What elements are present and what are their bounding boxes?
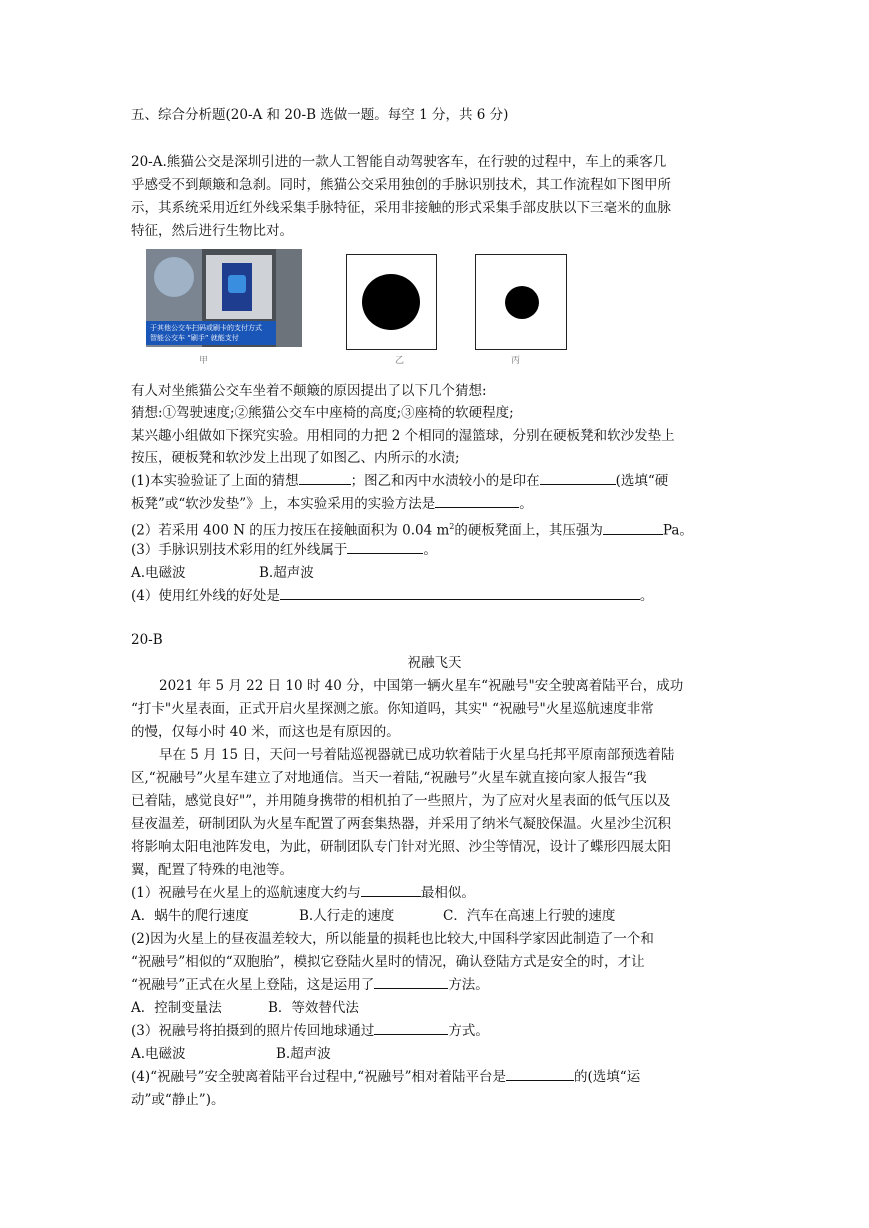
q20b-p2-line-4: 昼夜温差，研制团队为火星车配置了两套集热器，并采用了纳米气凝胶保温。火星沙尘沉积 <box>131 816 671 832</box>
q20b-q1-option-b: B.人行走的速度 <box>299 908 395 924</box>
q20b-p1-line-1: 2021 年 5 月 22 日 10 时 40 分，中国第一辆火星车“祝融号"安全驶离着陆平台，成功 <box>159 678 684 694</box>
q20a-intro-line-4: 特征，然后进行生物比对。 <box>131 223 293 239</box>
q20b-label: 20-B <box>131 632 163 648</box>
q20b-p2-line-6: 翼，配置了特殊的电池等。 <box>131 862 293 878</box>
q20b-q3: (3）祝融号将拍摄到的照片传回地球通过 方式。 <box>131 1020 489 1042</box>
q20b-p2-line-1: 早在 5 月 15 日，天问一号着陆巡视器就已成功软着陆于火星乌托邦平原南部预选着陆 <box>159 747 675 763</box>
q20b-p2-line-2: 区,“祝融号”火星车建立了对地通信。当天一着陆,“祝融号”火星车就直接向家人报告“我 <box>131 770 647 786</box>
q20a-intro-line-1: 20-A.熊猫公交是深圳引进的一款人工智能自动驾驶客车，在行驶的过程中，车上的乘客几 <box>131 154 667 170</box>
q20b-p1-line-2: “打卡"火星表面，正式开启火星探测之旅。你知道吗，其实" “祝融号"火星巡航速度非常 <box>131 701 654 717</box>
q20b-q1-option-a: A．蜗牛的爬行速度 <box>131 908 249 924</box>
q20b-p1-line-3: 的慢，仅每小时 40 米，而这也是有原因的。 <box>131 724 400 740</box>
q20b-q2-option-b: B．等效替代法 <box>268 1000 359 1016</box>
q20a-q3: (3）手脉识别技术彩用的红外线属于 。 <box>131 539 437 561</box>
q20b-p2-line-3: 已着陆，感觉良好"”，并用随身携带的相机拍了一些照片，为了应对火星表面的低气压以及 <box>131 793 671 809</box>
figure-bing-stain <box>505 286 539 319</box>
figure-caption-bing: 丙 <box>511 356 521 366</box>
figure-yi-box <box>346 254 437 350</box>
q20a-q3-option-a: A.电磁波 <box>131 565 186 581</box>
answer-blank[interactable] <box>540 470 616 485</box>
figure-caption-jia: 甲 <box>199 356 209 366</box>
q20b-title: 祝融飞天 <box>407 655 462 671</box>
q20b-q3-option-a: A.电磁波 <box>131 1046 186 1062</box>
q20b-q4-line-1: (4)“祝融号”安全驶离着陆平台过程中,“祝融号”相对着陆平台是 的(选填“运 <box>131 1066 640 1088</box>
q20a-intro-line-3: 示，其系统采用近红外线采集手脉特征，采用非接触的形式采集手部皮肤以下三毫米的血脉 <box>131 200 671 216</box>
answer-blank[interactable] <box>506 1066 574 1081</box>
q20a-q4: (4）使用红外线的好处是 。 <box>131 585 653 607</box>
q20b-q4-line-2: 动”或“静止”)。 <box>131 1092 225 1108</box>
answer-blank[interactable] <box>603 520 663 535</box>
q20b-q1: (1）祝融号在火星上的巡航速度大约与 最相似。 <box>131 882 475 904</box>
figure-caption-yi: 乙 <box>395 356 405 366</box>
q20a-para-2: 猜想:①驾驶速度;②熊猫公交车中座椅的高度;③座椅的软硬程度; <box>131 405 514 421</box>
q20b-p2-line-5: 将影响太阳电池阵发电，为此，研制团队专门针对光照、沙尘等情况，设计了蝶形四展太阳 <box>131 839 671 855</box>
section-header: 五、综合分析题(20-A 和 20-B 选做一题。每空 1 分，共 6 分) <box>131 107 509 123</box>
q20a-q1-line-2: 板凳”或“软沙发垫”》上，本实验采用的实验方法是 。 <box>131 493 533 515</box>
q20b-q3-option-b: B.超声波 <box>276 1046 331 1062</box>
q20a-para-3b: 按压，硬板凳和软沙发上出现了如图乙、内所示的水渍; <box>131 450 460 466</box>
answer-blank[interactable] <box>435 493 519 508</box>
answer-blank[interactable] <box>347 539 423 554</box>
q20a-q2: (2）若采用 400 N 的压力按压在接触面积为 0.04 $m^2$的硬板凳面上，其压强为 Pa。 <box>131 516 693 542</box>
answer-blank[interactable] <box>280 585 640 600</box>
photo-banner: 于其他公交车扫码或刷卡的支付方式 智能公交车 “刷手” 就能支付 <box>146 321 276 345</box>
answer-blank[interactable] <box>361 882 421 897</box>
q20b-q2-option-a: A．控制变量法 <box>131 1000 222 1016</box>
figure-jia-photo <box>146 249 302 347</box>
answer-blank[interactable] <box>374 974 448 989</box>
q20b-q1-option-c: C．汽车在高速上行驶的速度 <box>443 908 616 924</box>
q20a-para-1: 有人对坐熊猫公交车坐着不颠簸的原因提出了以下几个猜想: <box>131 383 487 399</box>
q20a-intro-line-2: 乎感受不到颠簸和急刹。同时，熊猫公交采用独创的手脉识别技术，其工作流程如下图甲所 <box>131 177 671 193</box>
q20a-para-3a: 某兴趣小组做如下探究实验。用相同的力把 2 个相同的湿篮球，分别在硬板凳和软沙发垫上 <box>131 428 675 444</box>
q20b-q2-line-2: “祝融号”相似的“双胞胎”，模拟它登陆火星时的情况，确认登陆方式是安全的时，才让 <box>131 954 645 970</box>
answer-blank[interactable] <box>374 1020 448 1035</box>
q20a-q1-line-1: (1)本实验验证了上面的猜想 ；图乙和丙中水渍较小的是印在 (选填“硬 <box>131 470 668 492</box>
q20a-q3-option-b: B.超声波 <box>259 565 314 581</box>
q20b-q2-line-3: “祝融号”正式在火星上登陆，这是运用了 方法。 <box>131 974 489 996</box>
answer-blank[interactable] <box>299 470 351 485</box>
figure-bing-box <box>475 254 567 350</box>
q20b-q2-line-1: (2)因为火星上的昼夜温差较大，所以能量的损耗也比较大,中国科学家因此制造了一个和 <box>131 931 654 947</box>
figure-yi-stain <box>362 274 420 330</box>
